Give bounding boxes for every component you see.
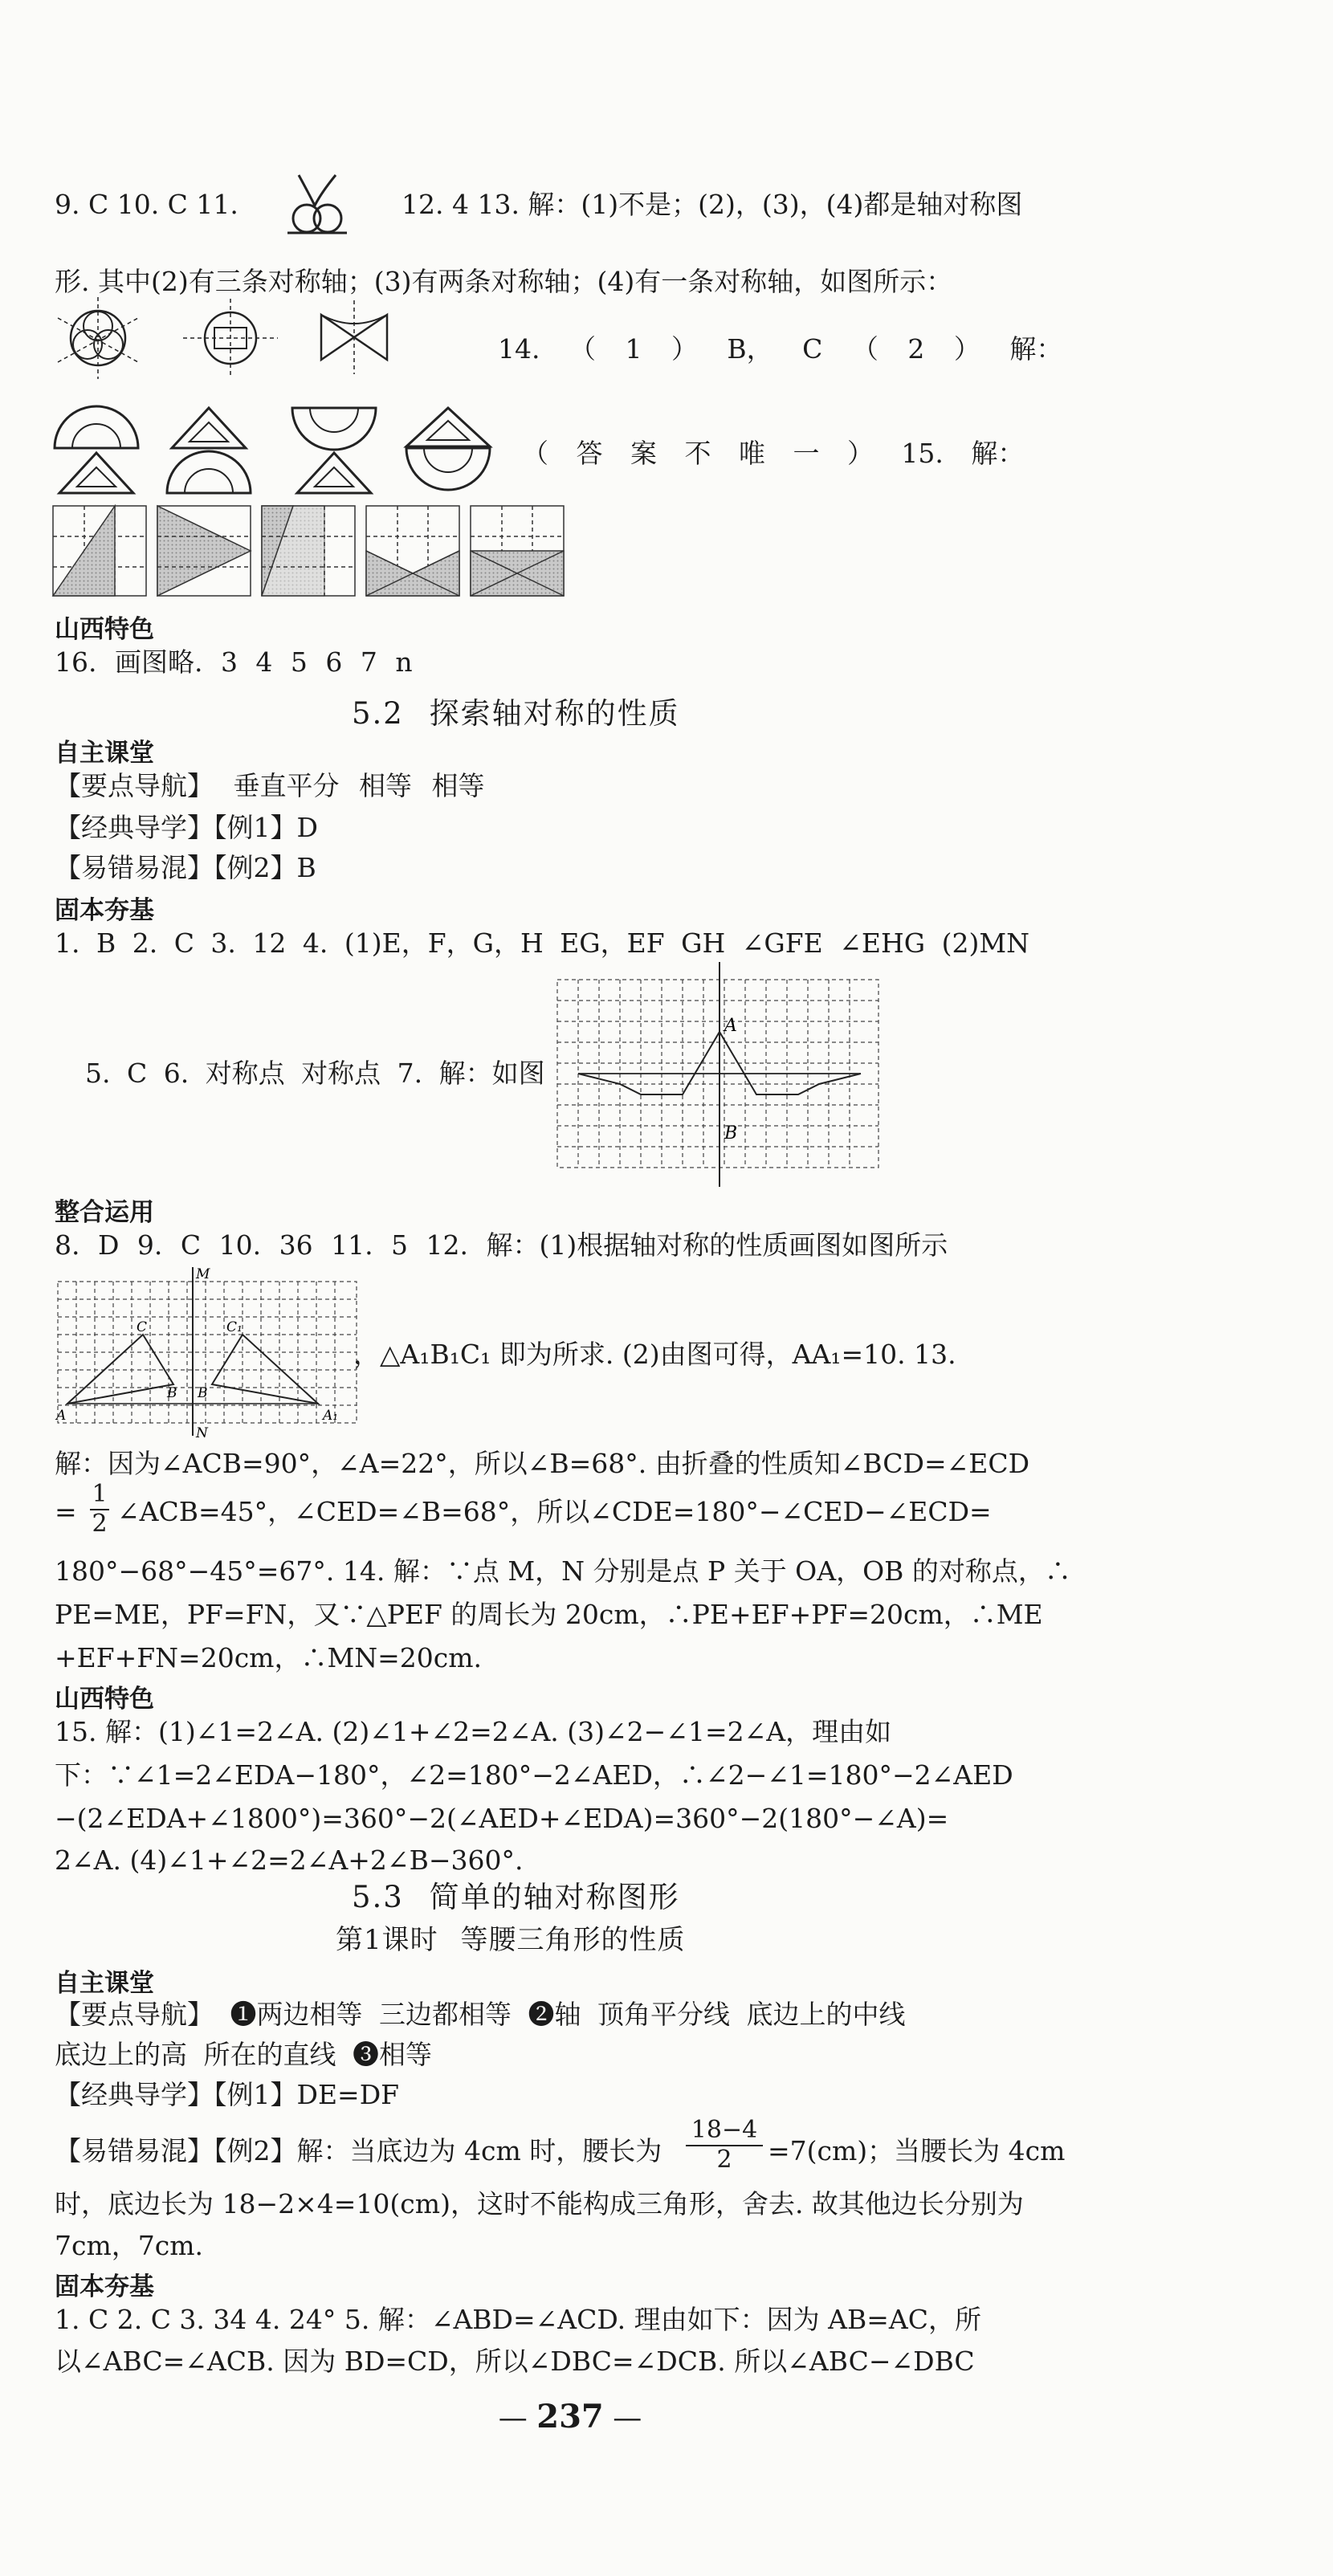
shanxi-line-3: −(2∠EDA+∠1800°)=360°−2(∠AED+∠EDA)=360°−2(180°−∠A)= xyxy=(55,1803,949,1834)
answer-line-3: 14. （ 1 ） B， C （ 2 ） 解： xyxy=(498,333,1063,365)
zhenghe-line-1: 8. D 9. C 10. 36 11. 5 12. 解：(1)根据轴对称的性质画图如图所示 xyxy=(55,1229,948,1261)
heading-zizhu-1: 自主课堂 xyxy=(55,739,154,768)
zhenghe-line-6: PE=ME，PF=FN，又∵△PEF 的周长为 20cm，∴PE+EF+PF=20cm，∴ME xyxy=(55,1599,1043,1630)
yicuo-1: 【易错易混】【例2】B xyxy=(55,852,316,883)
symmetry-figure-2 xyxy=(178,294,283,382)
answer-line-1a: 9. C 10. C 11. xyxy=(55,189,238,220)
symmetry-figure-1 xyxy=(50,294,146,382)
label-N: N xyxy=(196,1425,208,1441)
yicuo-4: 7cm，7cm. xyxy=(55,2230,204,2261)
label-C: C xyxy=(137,1319,148,1335)
shanxi-line-4: 2∠A. (4)∠1+∠2=2∠A+2∠B−360°. xyxy=(55,1844,524,1876)
guben-line-1: 1. B 2. C 3. 12 4. (1)E，F，G，H EG，EF GH ∠GFE ∠EHG (2)MN xyxy=(55,927,1030,959)
symmetry-figure-3 xyxy=(310,297,398,377)
zhenghe-line-2: ，△A₁B₁C₁ 即为所求. (2)由图可得，AA₁=10. 13. xyxy=(353,1339,956,1370)
label-B: B xyxy=(167,1385,177,1401)
guben2-line-2: 以∠ABC=∠ACB. 因为 BD=CD，所以∠DBC=∠DCB. 所以∠ABC−∠DBC xyxy=(55,2346,975,2377)
label-C1: C₁ xyxy=(226,1319,243,1335)
fraction-half: 1 2 xyxy=(90,1481,109,1538)
answer-line-2: 形. 其中(2)有三条对称轴；(3)有两条对称轴；(4)有一条对称轴，如图所示： xyxy=(55,266,953,297)
label-A: A xyxy=(56,1408,67,1424)
answer-line-1b: 12. 4 13. 解：(1)不是；(2)，(3)，(4)都是轴对称图 xyxy=(402,189,1023,220)
label-B1: B xyxy=(198,1385,208,1401)
label-B: B xyxy=(724,1123,738,1143)
zhenghe-line-4a: = xyxy=(55,1496,77,1527)
guben2-line-1: 1. C 2. C 3. 34 4. 24° 5. 解：∠ABD=∠ACD. 理由如下：因为 AB=AC，所 xyxy=(55,2304,981,2335)
yaodian-2b: 底边上的高 所在的直线 ❸相等 xyxy=(55,2039,432,2070)
heading-zhenghe: 整合运用 xyxy=(55,1198,154,1227)
yicuo-2a: 【易错易混】【例2】解：当底边为 4cm 时，腰长为 xyxy=(55,2135,662,2166)
shanxi-line-2: 下：∵∠1=2∠EDA−180°，∠2=180°−2∠AED，∴∠2−∠1=180°−2∠AED xyxy=(55,1759,1013,1791)
yicuo-3: 时，底边长为 18−2×4=10(cm)，这时不能构成三角形，舍去. 故其他边长分别为 xyxy=(55,2188,1024,2219)
heading-zizhu-2: 自主课堂 xyxy=(55,1969,154,1998)
fraction-leg: 18−4 2 xyxy=(686,2117,763,2174)
page-number: — 237 — xyxy=(498,2398,642,2435)
section-title-5-2: 5.2 探索轴对称的性质 xyxy=(352,696,680,731)
heading-shanxi-1: 山西特色 xyxy=(55,615,154,644)
heading-guben-1: 固本夯基 xyxy=(55,896,154,925)
bow-figure xyxy=(283,170,352,236)
jingdian-2: 【经典导学】【例1】DE=DF xyxy=(55,2079,400,2110)
answer-16: 16. 画图略. 3 4 5 6 7 n xyxy=(55,646,413,678)
grid-figure-12 xyxy=(53,1266,366,1439)
zhenghe-line-3: 解：因为∠ACB=90°，∠A=22°，所以∠B=68°. 由折叠的性质知∠BCD=∠ECD xyxy=(55,1448,1030,1479)
jingdian-1: 【经典导学】【例1】D xyxy=(55,812,318,843)
ruler-protractor-figures xyxy=(48,401,498,498)
zhenghe-line-4b: ∠ACB=45°，∠CED=∠B=68°，所以∠CDE=180°−∠CED−∠ECD= xyxy=(117,1496,992,1527)
grid-answer-figures xyxy=(50,503,564,599)
guben-line-2: 5. C 6. 对称点 对称点 7. 解：如图 xyxy=(85,1058,545,1089)
zhenghe-line-7: +EF+FN=20cm，∴MN=20cm. xyxy=(55,1642,483,1673)
label-M: M xyxy=(196,1266,210,1282)
heading-guben-2: 固本夯基 xyxy=(55,2272,154,2301)
shanxi-line-1: 15. 解：(1)∠1=2∠A. (2)∠1+∠2=2∠A. (3)∠2−∠1=2∠A，理由如 xyxy=(55,1716,892,1747)
section-title-5-3: 5.3 简单的轴对称图形 xyxy=(352,1880,680,1914)
yicuo-2b: =7(cm)；当腰长为 4cm xyxy=(768,2135,1066,2166)
label-A1: A₁ xyxy=(323,1408,339,1424)
zhenghe-line-5: 180°−68°−45°=67°. 14. 解：∵点 M，N 分别是点 P 关于 OA，OB 的对称点，∴ xyxy=(55,1555,1071,1587)
lesson-title: 第1课时 等腰三角形的性质 xyxy=(336,1924,686,1956)
answer-line-4: （ 答 案 不 唯 一 ） 15. 解： xyxy=(522,438,1025,469)
grid-figure-7 xyxy=(554,959,883,1188)
yaodian-2a: 【要点导航】 ❶两边相等 三边都相等 ❷轴 顶角平分线 底边上的中线 xyxy=(55,1999,906,2030)
label-A: A xyxy=(724,1016,737,1036)
yaodian-1: 【要点导航】 垂直平分 相等 相等 xyxy=(55,770,485,801)
heading-shanxi-2: 山西特色 xyxy=(55,1685,154,1714)
